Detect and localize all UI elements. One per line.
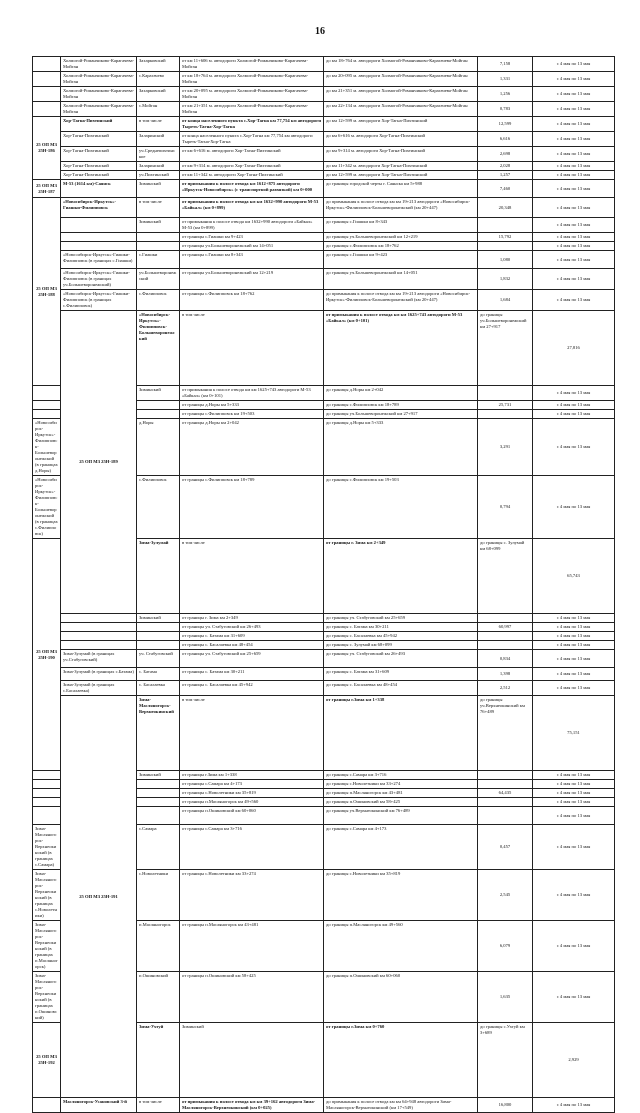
section-end-cell: до км 18+764 м. автодороги Холмогой-Романчиково-Карагачева-Мойган [324, 57, 478, 72]
length-km-cell [478, 632, 533, 641]
road-name-cell: Зима-Зулумай (в границах уч.Стабуговский) [61, 650, 137, 668]
settlement-cell: п.Масляногорск [137, 921, 180, 972]
road-name-cell: Зима-Масляногорск-Верхнеокинский (в границах с.Самара) [33, 825, 61, 870]
settlement-cell: в том числе [180, 539, 324, 614]
settlement-cell: Зиминский [137, 614, 180, 623]
length-km-cell: 1,080 [478, 251, 533, 269]
settlement-cell [137, 632, 180, 641]
length-km-cell: 1,256 [478, 87, 533, 102]
settlement-cell [137, 242, 180, 251]
settlement-cell: с. Басалаевка [137, 681, 180, 696]
section-start-cell: от примыкания к полосе отвода км км 1625+743 автодороги М-53 «Байкал» (км 0+101) [324, 311, 478, 386]
table-row [33, 57, 615, 72]
settlement-cell [137, 401, 180, 410]
road-name-cell: Холмогой-Романчиково-Карагачева-Мойган [61, 102, 137, 117]
section-start-cell: от км 21+351 м. автодороги Холмогой-Романчиково-Карагачева-Мойган [180, 102, 324, 117]
length-km-cell: 2,028 [478, 162, 533, 171]
section-start-cell: от границы с.Гиашки км 8+343 [180, 251, 324, 269]
restriction-period-cell: с 4 мая по 13 мая [533, 198, 615, 218]
length-km-cell [478, 780, 533, 789]
settlement-cell: с.Филипповск [137, 290, 180, 311]
road-name-cell: Хор-Тагна-Пихтинский [61, 171, 137, 180]
section-end-cell: до границы уч. Стабуговский км 26+493 [324, 650, 478, 668]
settlement-cell [137, 780, 180, 789]
section-end-cell: до границы д.Норы км 5+333 [324, 419, 478, 476]
section-start-cell: от границы г. Зима км 2+349 [324, 539, 478, 614]
settlement-cell: Зиминский [137, 771, 180, 780]
table-row [33, 696, 615, 771]
length-km-cell: 0,783 [478, 102, 533, 117]
road-name-cell [61, 641, 137, 650]
section-start-cell: от границы п.Ошиновский км 58+425 [180, 972, 324, 1023]
section-start-cell: от км 6+616 м. автодороги Хор-Тагна-Пихтинский [180, 147, 324, 162]
table-row [33, 242, 615, 251]
road-name-cell [61, 218, 137, 233]
restriction-period-cell: с 4 мая по 13 мая [533, 251, 615, 269]
restriction-period-cell: с 4 мая по 13 мая [533, 476, 615, 539]
length-km-cell: 0,457 [478, 825, 533, 870]
settlement-cell: Зиминский [180, 1023, 324, 1098]
table-row [33, 132, 615, 147]
road-name-cell: Зима-Масляногорск-Верхнеокинский (в границах п.Ошиновский) [33, 972, 61, 1023]
restriction-period-cell: с 4 мая по 13 мая [533, 102, 615, 117]
length-km-cell: 1,398 [478, 668, 533, 681]
section-end-cell: до границы с. Басалаевка км 45+942 [324, 632, 478, 641]
section-end-cell: до границы с.Новолетники км 35+819 [324, 870, 478, 921]
section-end-cell: до границы с.Филипповск км 18+789 [324, 401, 478, 410]
section-start-cell: от границы с. Басалаевка км 48+454 [180, 641, 324, 650]
table-row [33, 162, 615, 171]
settlement-cell [137, 798, 180, 807]
section-start-cell: от границы с.Новолетники км 33+274 [180, 870, 324, 921]
section-end-cell: до границы с. Батама км 30+211 [324, 623, 478, 632]
restriction-period-cell: с 4 мая по 13 мая [533, 623, 615, 632]
restriction-period-cell: с 4 мая по 13 мая [533, 180, 615, 198]
settlement-cell: с.Гиашки [137, 251, 180, 269]
length-km-cell [478, 641, 533, 650]
section-end-cell: до границы д.Норы км 2+042 [324, 386, 478, 401]
road-name-cell [61, 623, 137, 632]
settlement-cell: с.Новолетники [137, 870, 180, 921]
section-start-cell: от км 11+342 м. автодороги Хор-Тагна-Пихтинский [180, 171, 324, 180]
restriction-period-cell: с 4 мая по 13 мая [533, 147, 615, 162]
road-name-cell: «Новосибирск-Иркутск»-Филипповск-Большеворонежский (в границах с.Филипповск) [33, 476, 61, 539]
road-name-cell: Зима-Масляногорск-Верхнеокинский (в границах с.Новолетники) [33, 870, 61, 921]
section-start-cell: от границы д.Норы км 2+042 [180, 419, 324, 476]
length-km-cell: 25,731 [478, 401, 533, 410]
road-name-cell [33, 780, 61, 789]
length-km-cell: 65,743 [533, 539, 615, 614]
road-code-cell: 25 ОП МЗ 25Н-189 [61, 311, 137, 614]
road-name-cell: Зима-Зулумай (в границах с.Басалаевка) [61, 681, 137, 696]
section-start-cell: от границы с.Самара км 4+173 [180, 780, 324, 789]
restriction-period-cell: с 4 мая по 13 мая [533, 632, 615, 641]
length-km-cell: 16,800 [478, 1098, 533, 1113]
settlement-cell: п.Ошиновский [137, 972, 180, 1023]
length-km-cell: 2,698 [478, 147, 533, 162]
table-row [33, 269, 615, 290]
settlement-cell: уч.Большеворонежский [137, 269, 180, 290]
length-km-cell [478, 807, 533, 825]
table-row [33, 117, 615, 132]
road-name-cell: «Новосибирск-Иркутск»-Гиашки-Филипповск (в границах с.Гиашки) [61, 251, 137, 269]
road-name-cell: «Новосибирск-Иркутск»-Гиашки-Филипповск (в границах с.Филипповск) [61, 290, 137, 311]
settlement-cell: с. Батама [137, 668, 180, 681]
section-start-cell: от границы д.Норы км 5+333 [180, 401, 324, 410]
restriction-period-cell: с 4 мая по 13 мая [533, 386, 615, 401]
section-start-cell: от границы г.Зима км 0+760 [324, 1023, 478, 1098]
restriction-period-cell: с 4 мая по 13 мая [533, 614, 615, 623]
section-end-cell: до границы п.Масляногорск км 49+560 [324, 921, 478, 972]
restriction-period-cell: с 4 мая по 13 мая [533, 641, 615, 650]
table-row [33, 311, 615, 386]
restriction-period-cell: с 4 мая по 13 мая [533, 870, 615, 921]
road-code-cell: 25 ОП МЗ 25Н-191 [61, 696, 137, 1098]
section-end-cell: до границы с.Гиашки км 9+423 [324, 251, 478, 269]
section-start-cell: от границы с.Новолетники км 35+819 [180, 789, 324, 798]
road-name-cell: Холмогой-Романчиково-Карагачева-Мойган [61, 57, 137, 72]
table-row [33, 1098, 615, 1113]
length-km-cell: 1,832 [478, 269, 533, 290]
section-start-cell: от границы с.Гиашки км 9+423 [180, 233, 324, 242]
road-code-cell: 25 ОП МЗ 25Н-192 [33, 1023, 61, 1098]
section-end-cell: до границы с. Батама км 31+609 [324, 668, 478, 681]
section-end-cell: до границы уч.Большеворонежский км 14+051 [324, 269, 478, 290]
road-code-cell [33, 102, 61, 117]
length-km-cell: 0,834 [478, 650, 533, 668]
length-km-cell: 1,684 [478, 290, 533, 311]
road-name-cell [61, 242, 137, 251]
restriction-period-cell: с 4 мая по 13 мая [533, 410, 615, 419]
road-code-cell [33, 72, 61, 87]
table-row [33, 102, 615, 117]
road-code-cell: 25 ОП МЗ 25Н-187 [33, 180, 61, 198]
settlement-cell: д.Норы [137, 419, 180, 476]
section-end-cell: до границы уч. Стабуговский км 25+659 [324, 614, 478, 623]
settlement-cell [137, 789, 180, 798]
length-km-cell: 12,599 [478, 117, 533, 132]
road-name-cell: Холмогой-Романчиково-Карагачева-Мойган [61, 72, 137, 87]
restriction-period-cell: с 4 мая по 13 мая [533, 681, 615, 696]
section-end-cell: до границы уч.Верхнеокинский км 76+489 [478, 696, 533, 771]
road-name-cell: Хор-Тагна-Пихтинский [61, 117, 137, 132]
section-start-cell: от конца населенного пункта с.Хор-Тагна км 77,754 км автодороги Тыреть-Тагна-Хор-Тагна [180, 117, 324, 132]
length-km-cell [478, 386, 533, 401]
length-km-cell: 6,079 [478, 921, 533, 972]
road-name-cell: Зима-Ухтуй [137, 1023, 180, 1098]
section-end-cell: до км 11+342 м. автодороги Хор-Тагна-Пихтинский [324, 162, 478, 171]
section-start-cell: от км 20+095 м. автодороги Холмогой-Романчиково-Карагачева-Мойган [180, 87, 324, 102]
road-name-cell: «Новосибирск-Иркутск»-Филипповск-Большеворонежский [137, 311, 180, 386]
restriction-period-cell: с 4 мая по 13 мая [533, 825, 615, 870]
road-restrictions-table [32, 56, 615, 1113]
length-km-cell: 7,460 [478, 180, 533, 198]
restriction-period-cell: с 4 мая по 13 мая [533, 162, 615, 171]
length-km-cell: 3,291 [478, 419, 533, 476]
road-name-cell: Масляногорск-Усановский 3-й [61, 1098, 137, 1113]
road-name-cell [33, 401, 61, 410]
road-name-cell: Зима-Масляногорск-Верхнеокинский (в границах п.Масляногорск) [33, 921, 61, 972]
road-name-cell [33, 771, 61, 780]
table-row [33, 681, 615, 696]
table-row [33, 87, 615, 102]
section-start-cell: от границы п.Ошиновский км 60+060 [180, 807, 324, 825]
length-km-cell [478, 771, 533, 780]
settlement-cell: уч. Стабуговский [137, 650, 180, 668]
road-name-cell: Хор-Тагна-Пихтинский [61, 132, 137, 147]
length-km-cell: 2,545 [478, 870, 533, 921]
length-km-cell: 2,512 [478, 681, 533, 696]
table-row [33, 632, 615, 641]
settlement-cell: уч.Среднепихтинское [137, 147, 180, 162]
length-km-cell [478, 410, 533, 419]
settlement-cell: Зиминский [137, 180, 180, 198]
section-start-cell: от границы г. Зима км 2+349 [180, 614, 324, 623]
road-name-cell [33, 807, 61, 825]
restriction-period-cell: с 4 мая по 13 мая [533, 789, 615, 798]
length-km-cell: 7,158 [478, 57, 533, 72]
section-start-cell: от границы г.Зима км 1+338 [324, 696, 478, 771]
section-end-cell: до км 21+351 м. автодороги Холмогой-Романчиково-Карагачева-Мойган [324, 87, 478, 102]
section-end-cell: до примыкания к полосе отвода км км 64+948 автодороги Зима-Масляногорск-Верхнеокинский (км 17+549) [324, 1098, 478, 1113]
section-end-cell: до км 22+134 м. автодороги Холмогой-Романчиково-Карагачева-Мойган [324, 102, 478, 117]
section-start-cell: от конца населенного пункта с.Хор-Тагна км 77,754 км автодороги Тыреть-Тагна-Хор-Тагна [180, 132, 324, 147]
section-end-cell: до границы уч.Большеворонежский км 12+219 [324, 233, 478, 242]
road-name-cell [33, 789, 61, 798]
section-end-cell: до границы с.Самара км 4+173 [324, 825, 478, 870]
section-end-cell: до границы с.Филипповск км 19+503 [324, 476, 478, 539]
section-start-cell: от границы с.Филипповск км 19+503 [180, 410, 324, 419]
settlement-cell: Заларинский [137, 132, 180, 147]
length-km-cell: 60,997 [478, 623, 533, 632]
road-name-cell [61, 614, 137, 623]
restriction-period-cell: с 4 мая по 13 мая [533, 921, 615, 972]
section-end-cell: до границы с.Филипповск км 18+762 [324, 242, 478, 251]
section-start-cell: от границы с.Самара км 3+716 [180, 825, 324, 870]
settlement-cell: в том числе [180, 696, 324, 771]
section-start-cell: от границы уч.Большеворонежский км 14+051 [180, 242, 324, 251]
section-end-cell: до границы с.Ухтуй км 3+689 [478, 1023, 533, 1098]
table-row [33, 650, 615, 668]
section-end-cell: до границы п.Масляногорск км 43+481 [324, 789, 478, 798]
section-start-cell: от примыкания к полосе отвода км км 39+162 автодороги Зима-Масляногорск-Верхнеокинский (км 0+025) [180, 1098, 324, 1113]
restriction-period-cell: с 4 мая по 13 мая [533, 269, 615, 290]
restriction-period-cell: с 4 мая по 13 мая [533, 171, 615, 180]
length-km-cell: 64,435 [478, 789, 533, 798]
road-name-cell [61, 632, 137, 641]
settlement-cell [137, 233, 180, 242]
section-start-cell: от границы с. Батама км 31+609 [180, 632, 324, 641]
road-code-cell: 25 ОП МЗ 25Н-186 [33, 117, 61, 180]
section-start-cell: от км 18+764 м. автодороги Холмогой-Романчиково-Карагачева-Мойган [180, 72, 324, 87]
section-end-cell: до границы с.Самара км 3+716 [324, 771, 478, 780]
road-name-cell [33, 798, 61, 807]
length-km-cell: 1,257 [478, 171, 533, 180]
road-code-cell [33, 1098, 61, 1113]
restriction-period-cell: с 4 мая по 13 мая [533, 290, 615, 311]
settlement-cell: в том числе [137, 198, 180, 218]
length-km-cell: 20,348 [478, 198, 533, 218]
table-row [33, 641, 615, 650]
section-end-cell: до границы с. Басалаевка км 48+454 [324, 681, 478, 696]
road-name-cell [61, 233, 137, 242]
table-row [33, 180, 615, 198]
settlement-cell: с.Мойган [137, 102, 180, 117]
table-row [33, 198, 615, 218]
section-start-cell: от границы с.Филипповск км 18+762 [180, 290, 324, 311]
road-name-cell: Зима-Масляногорск-Верхнеокинский [137, 696, 180, 771]
length-km-cell [478, 614, 533, 623]
road-code-cell: 25 ОП МЗ 25Н-190 [33, 539, 61, 771]
restriction-period-cell: с 4 мая по 13 мая [533, 72, 615, 87]
settlement-cell: Захарковский [137, 87, 180, 102]
road-name-cell [33, 386, 61, 401]
section-start-cell: от границы г.Зима км 1+338 [180, 771, 324, 780]
settlement-cell: с.Карагачево [137, 72, 180, 87]
page-number: 16 [315, 26, 325, 37]
road-name-cell: «Новосибирск-Иркутск»-Гиашки-Филипповск (в границах уч.Большеворонежский) [61, 269, 137, 290]
road-name-cell: Хор-Тагна-Пихтинский [61, 147, 137, 162]
restriction-period-cell: с 4 мая по 13 мая [533, 419, 615, 476]
restriction-period-cell: с 4 мая по 13 мая [533, 807, 615, 825]
length-km-cell [478, 218, 533, 233]
section-end-cell: до км 6+616 м. автодороги Хор-Тагна-Пихтинский [324, 132, 478, 147]
table-row [33, 614, 615, 623]
section-end-cell: до границы п.Ошиновский км 60+060 [324, 972, 478, 1023]
restriction-period-cell: с 4 мая по 13 мая [533, 87, 615, 102]
section-end-cell: до км 20+095 м. автодороги Холмогой-Романчиково-Карагачева-Мойган [324, 72, 478, 87]
section-start-cell: от границы с. Басалаевка км 45+942 [180, 681, 324, 696]
road-name-cell: Холмогой-Романчиково-Карагачева-Мойган [61, 87, 137, 102]
length-km-cell: 27,816 [533, 311, 615, 386]
road-name-cell [33, 410, 61, 419]
section-start-cell: от границы п.Масляногорск км 43+481 [180, 921, 324, 972]
settlement-cell: в том числе [137, 117, 180, 132]
road-code-cell [33, 57, 61, 72]
length-km-cell: 15,792 [478, 233, 533, 242]
settlement-cell: в том числе [137, 1098, 180, 1113]
settlement-cell [137, 807, 180, 825]
section-start-cell: от границы п.Масляногорск км 49+560 [180, 798, 324, 807]
restriction-period-cell: с 4 мая по 13 мая [533, 1098, 615, 1113]
restriction-period-cell: с 4 мая по 13 мая [533, 972, 615, 1023]
restriction-period-cell: с 4 мая по 13 мая [533, 132, 615, 147]
table-row [33, 147, 615, 162]
settlement-cell [137, 623, 180, 632]
length-km-cell: 6,616 [478, 132, 533, 147]
road-name-cell: Хор-Тагна-Пихтинский [61, 162, 137, 171]
section-start-cell: от границы уч. Стабуговский км 25+659 [180, 650, 324, 668]
table-row [33, 72, 615, 87]
restriction-period-cell: с 4 мая по 13 мая [533, 233, 615, 242]
section-end-cell: до примыкания к полосе отвода км км 19+213 автодороги «Новосибирск-Иркутск»-Филипповск-Большеворонежский (км 20+447) [324, 198, 478, 218]
restriction-period-cell: с 4 мая по 13 мая [533, 650, 615, 668]
road-name-cell: «Новосибирск-Иркутск»-Гиашки-Филипповск [61, 198, 137, 218]
section-start-cell: от границы уч. Стабуговский км 26+493 [180, 623, 324, 632]
road-code-cell [33, 87, 61, 102]
section-start-cell: от км 9+314 м. автодороги Хор-Тагна-Пихтинский [180, 162, 324, 171]
section-start-cell: от примыкания к полосе отвода км км 1632+990 автодороги М-53 «Байкал» (км 0+899) [180, 198, 324, 218]
settlement-cell: Зиминский [137, 386, 180, 401]
settlement-cell: Захарковский [137, 57, 180, 72]
section-end-cell: до примыкания к полосе отвода км км 19+213 автодороги «Новосибирск-Иркутск»-Филипповск-Большеворонежский (км 20+447) [324, 290, 478, 311]
road-name-cell: М-53 (1614 км)-Саянск [61, 180, 137, 198]
table-row [33, 251, 615, 269]
settlement-cell: с.Филипповск [137, 476, 180, 539]
table-row [33, 171, 615, 180]
section-start-cell: от границы с.Филипповск км 18+789 [180, 476, 324, 539]
restriction-period-cell: с 4 мая по 13 мая [533, 780, 615, 789]
section-start-cell: от границы с. Батама км 30+211 [180, 668, 324, 681]
length-km-cell [478, 798, 533, 807]
road-code-cell: 25 ОП МЗ 25Н-188 [33, 198, 61, 386]
road-name-cell: «Новосибирск-Иркутск»-Филипповск-Большеворонежский (в границах д.Норы) [33, 419, 61, 476]
restriction-period-cell: с 4 мая по 13 мая [533, 117, 615, 132]
restriction-period-cell: с 4 мая по 13 мая [533, 771, 615, 780]
table-row [33, 623, 615, 632]
length-km-cell: 75,151 [533, 696, 615, 771]
restriction-period-cell: с 4 мая по 13 мая [533, 242, 615, 251]
settlement-cell: в том числе [180, 311, 324, 386]
section-start-cell: от примыкания к полосе отвода км 1632+990 автодороги «Байкал» М-53 (км 0+899) [180, 218, 324, 233]
settlement-cell: уч.Пихтинский [137, 171, 180, 180]
section-end-cell: до км 12+599 м. автодороги Хор-Тагна-Пихтинский [324, 171, 478, 180]
settlement-cell: Зиминский [137, 218, 180, 233]
settlement-cell [137, 641, 180, 650]
restriction-period-cell: с 4 мая по 13 мая [533, 401, 615, 410]
section-end-cell: до границы п.Ошиновский км 58+425 [324, 798, 478, 807]
table-row [33, 233, 615, 242]
settlement-cell: Заларинский [137, 162, 180, 171]
section-start-cell: от км 11+606 м. автодороги Холмогой-Романчиково-Карагачева-Мойган [180, 57, 324, 72]
section-end-cell: до границы уч.Верхнеокинский км 76+489 [324, 807, 478, 825]
road-name-cell: Зима-Зулумай [137, 539, 180, 614]
section-start-cell: от примыкания к полосе отвода км 1612+875 автодороги «Иркутск-Новосибирск» (с транспортной развязкой) км 0+000 [180, 180, 324, 198]
section-start-cell: от примыкания к полосе отвода км км 1625+743 автодороги М-53 «Байкал» (км 0+101) [180, 386, 324, 401]
length-km-cell: 1,635 [478, 972, 533, 1023]
restriction-period-cell: с 4 мая по 13 мая [533, 57, 615, 72]
length-km-cell: 2,929 [533, 1023, 615, 1098]
section-start-cell: от границы уч.Большеворонежский км 12+219 [180, 269, 324, 290]
section-end-cell: до границы уч.Большеворонежский км 27+917 [324, 410, 478, 419]
section-end-cell: до границы с. Зулумай км 68+099 [324, 641, 478, 650]
restriction-period-cell: с 4 мая по 13 мая [533, 668, 615, 681]
settlement-cell: с.Самара [137, 825, 180, 870]
length-km-cell: 1,331 [478, 72, 533, 87]
section-end-cell: до границы уч.Большеворонежский км 27+917 [478, 311, 533, 386]
road-name-cell: Зима-Зулумай (в границах с.Батама) [61, 668, 137, 681]
section-end-cell: до км 12+599 м. автодороги Хор-Тагна-Пихтинский [324, 117, 478, 132]
section-end-cell: до границы с.Гиашки км 8+343 [324, 218, 478, 233]
table-row [33, 290, 615, 311]
section-end-cell: до границы с.Новолетники км 33+274 [324, 780, 478, 789]
table-row [33, 668, 615, 681]
section-end-cell: до границы городской черты г. Саянска км 5+988 [324, 180, 478, 198]
settlement-cell [137, 410, 180, 419]
restriction-period-cell: с 4 мая по 13 мая [533, 218, 615, 233]
restriction-period-cell: с 4 мая по 13 мая [533, 798, 615, 807]
section-end-cell: до границы с. Зулумай км 68+099 [478, 539, 533, 614]
length-km-cell [478, 242, 533, 251]
length-km-cell: 0,794 [478, 476, 533, 539]
section-end-cell: до км 9+314 м. автодороги Хор-Тагна-Пихтинский [324, 147, 478, 162]
table-row [33, 218, 615, 233]
